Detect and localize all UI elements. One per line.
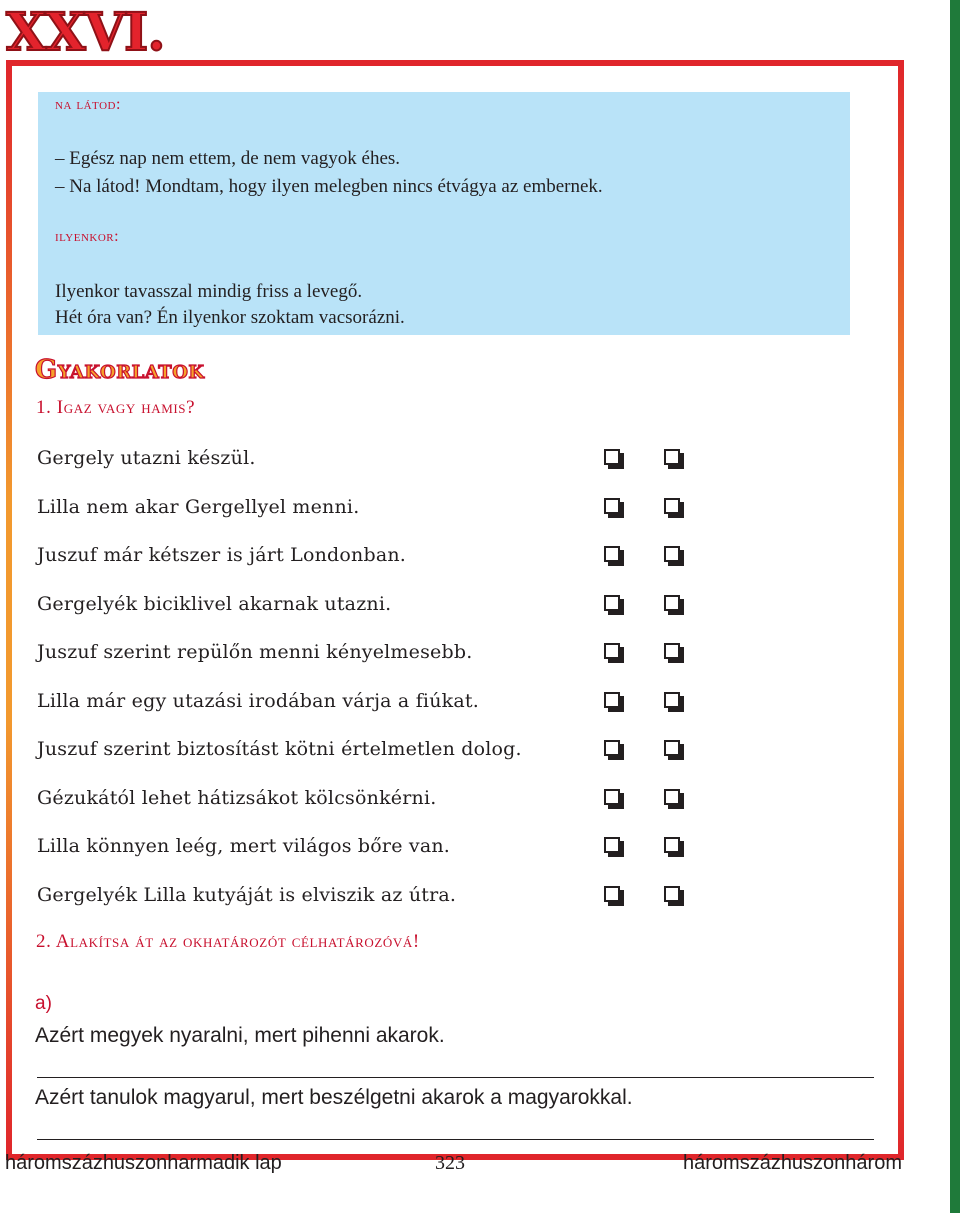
checkbox-igaz[interactable] bbox=[604, 498, 620, 514]
checkbox-hamis[interactable] bbox=[664, 546, 680, 562]
exercise-2-title: 2. Alakítsa át az okhatározót célhatározóvá! bbox=[36, 931, 420, 952]
checkbox-igaz[interactable] bbox=[604, 643, 620, 659]
checkbox-igaz[interactable] bbox=[604, 449, 620, 465]
checkbox-hamis[interactable] bbox=[664, 740, 680, 756]
statement-text: Lilla nem akar Gergellyel menni. bbox=[37, 496, 360, 518]
checkbox-igaz[interactable] bbox=[604, 789, 620, 805]
chapter-number: XXVI. bbox=[6, 2, 165, 63]
grammar-example-line: – Na látod! Mondtam, hogy ilyen melegben nincs étvágya az embernek. bbox=[55, 176, 603, 197]
checkbox-hamis[interactable] bbox=[664, 837, 680, 853]
exercise-sentence: Azért tanulok magyarul, mert beszélgetni akarok a magyarokkal. bbox=[35, 1086, 633, 1109]
answer-line[interactable] bbox=[37, 1077, 874, 1078]
answer-line[interactable] bbox=[37, 1139, 874, 1140]
exercise-sentence: Azért megyek nyaralni, mert pihenni akarok. bbox=[35, 1024, 445, 1047]
footer-page-word-right: háromszázhuszonhárom bbox=[683, 1152, 902, 1174]
grammar-heading-na-latod: na látod: bbox=[55, 96, 121, 113]
grammar-example-line: – Egész nap nem ettem, de nem vagyok éhes. bbox=[55, 148, 401, 169]
checkbox-igaz[interactable] bbox=[604, 546, 620, 562]
statement-text: Gergelyék biciklivel akarnak utazni. bbox=[37, 593, 392, 615]
checkbox-igaz[interactable] bbox=[604, 692, 620, 708]
grammar-heading-ilyenkor: ilyenkor: bbox=[55, 228, 120, 245]
grammar-example-line: Ilyenkor tavasszal mindig friss a levegő. bbox=[55, 281, 363, 302]
page-edge-strip bbox=[950, 0, 960, 1213]
checkbox-hamis[interactable] bbox=[664, 886, 680, 902]
checkbox-igaz[interactable] bbox=[604, 740, 620, 756]
checkbox-igaz[interactable] bbox=[604, 886, 620, 902]
checkbox-igaz[interactable] bbox=[604, 837, 620, 853]
grammar-example-line: Hét óra van? Én ilyenkor szoktam vacsorázni. bbox=[55, 307, 405, 328]
checkbox-hamis[interactable] bbox=[664, 498, 680, 514]
statement-text: Gergelyék Lilla kutyáját is elviszik az útra. bbox=[37, 884, 457, 906]
statement-text: Gézukától lehet hátizsákot kölcsönkérni. bbox=[37, 787, 437, 809]
section-title: Gyakorlatok bbox=[35, 355, 205, 385]
exercise-1-title: 1. Igaz vagy hamis? bbox=[36, 397, 196, 418]
statement-text: Juszuf szerint biztosítást kötni értelmetlen dolog. bbox=[37, 738, 522, 760]
statement-text: Juszuf szerint repülőn menni kényelmesebb. bbox=[37, 641, 473, 663]
checkbox-igaz[interactable] bbox=[604, 595, 620, 611]
checkbox-hamis[interactable] bbox=[664, 449, 680, 465]
footer-page-number: 323 bbox=[435, 1152, 465, 1174]
item-label-a: a) bbox=[35, 993, 52, 1014]
checkbox-hamis[interactable] bbox=[664, 643, 680, 659]
statement-text: Juszuf már kétszer is járt Londonban. bbox=[37, 544, 407, 566]
checkbox-hamis[interactable] bbox=[664, 692, 680, 708]
footer-page-word-left: háromszázhuszonharmadik lap bbox=[5, 1152, 282, 1174]
checkbox-hamis[interactable] bbox=[664, 789, 680, 805]
statement-text: Lilla könnyen leég, mert világos bőre van. bbox=[37, 835, 451, 857]
statement-text: Lilla már egy utazási irodában várja a fiúkat. bbox=[37, 690, 479, 712]
checkbox-hamis[interactable] bbox=[664, 595, 680, 611]
statement-text: Gergely utazni készül. bbox=[37, 447, 256, 469]
